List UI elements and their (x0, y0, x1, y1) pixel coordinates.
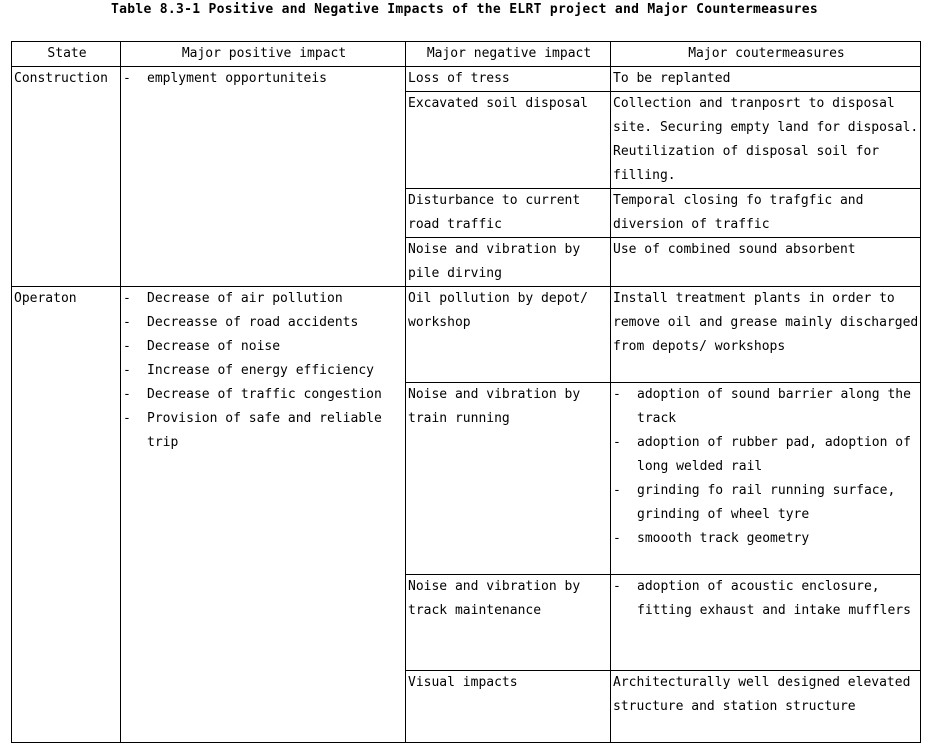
construction-positive (121, 67, 406, 287)
header-row (12, 42, 921, 67)
list-item: - Decreasse of road accidents (123, 315, 359, 330)
header-positive: Major positive impact (121, 42, 406, 67)
operation-negative-3: Noise and vibration by track maintenance (406, 575, 611, 671)
list-item: - emplyment opportuniteis (123, 71, 328, 86)
header-state: State (12, 42, 121, 67)
operation-negative-1: Oil pollution by depot/ workshop (406, 287, 611, 383)
operation-measure-2 (611, 383, 921, 575)
list-item: - Decrease of traffic congestion (123, 387, 382, 402)
list-item: - Decrease of noise (123, 339, 281, 354)
operation-negative-2: Noise and vibration by train running (406, 383, 611, 575)
operation-positive (121, 287, 406, 743)
construction-measure-1: To be replanted (611, 67, 921, 92)
list-item: - smoooth track geometry (613, 531, 810, 546)
operation-measure-1: Install treatment plants in order to remove oil and grease mainly discharged from depots/ workshops (611, 287, 921, 383)
construction-negative-4: Noise and vibration by pile dirving (406, 238, 611, 287)
table-row (12, 287, 921, 383)
header-negative: Major negative impact (406, 42, 611, 67)
construction-measure-3: Temporal closing fo trafgfic and diversion of traffic (611, 189, 921, 238)
table-title: Table 8.3-1 Positive and Negative Impacts of the ELRT project and Major Countermeasures (110, 2, 819, 17)
operation-measure-3 (611, 575, 921, 671)
operation-negative-4: Visual impacts (406, 671, 611, 743)
construction-measure-2: Collection and tranposrt to disposal site. Securing empty land for disposal. Reutilization of disposal soil for filling. (611, 92, 921, 189)
construction-negative-2: Excavated soil disposal (406, 92, 611, 189)
construction-measure-4: Use of combined sound absorbent (611, 238, 921, 287)
list-item: - Provision of safe and reliable trip (123, 411, 382, 450)
list-item: - Decrease of air pollution (123, 291, 343, 306)
state-construction: Construction (12, 67, 121, 287)
header-countermeasures: Major coutermeasures (611, 42, 921, 67)
construction-negative-3: Disturbance to current road traffic (406, 189, 611, 238)
list-item: - adoption of rubber pad, adoption of long welded rail (613, 435, 911, 474)
list-item: - adoption of sound barrier along the track (613, 387, 911, 426)
impacts-table (11, 41, 921, 743)
operation-measure-4: Architecturally well designed elevated structure and station structure (611, 671, 921, 743)
table-row (12, 67, 921, 92)
list-item: - adoption of acoustic enclosure, fitting exhaust and intake mufflers (613, 579, 911, 618)
state-operation: Operaton (12, 287, 121, 743)
construction-negative-1: Loss of tress (406, 67, 611, 92)
list-item: - Increase of energy efficiency (123, 363, 374, 378)
list-item: - grinding fo rail running surface, grinding of wheel tyre (613, 483, 896, 522)
